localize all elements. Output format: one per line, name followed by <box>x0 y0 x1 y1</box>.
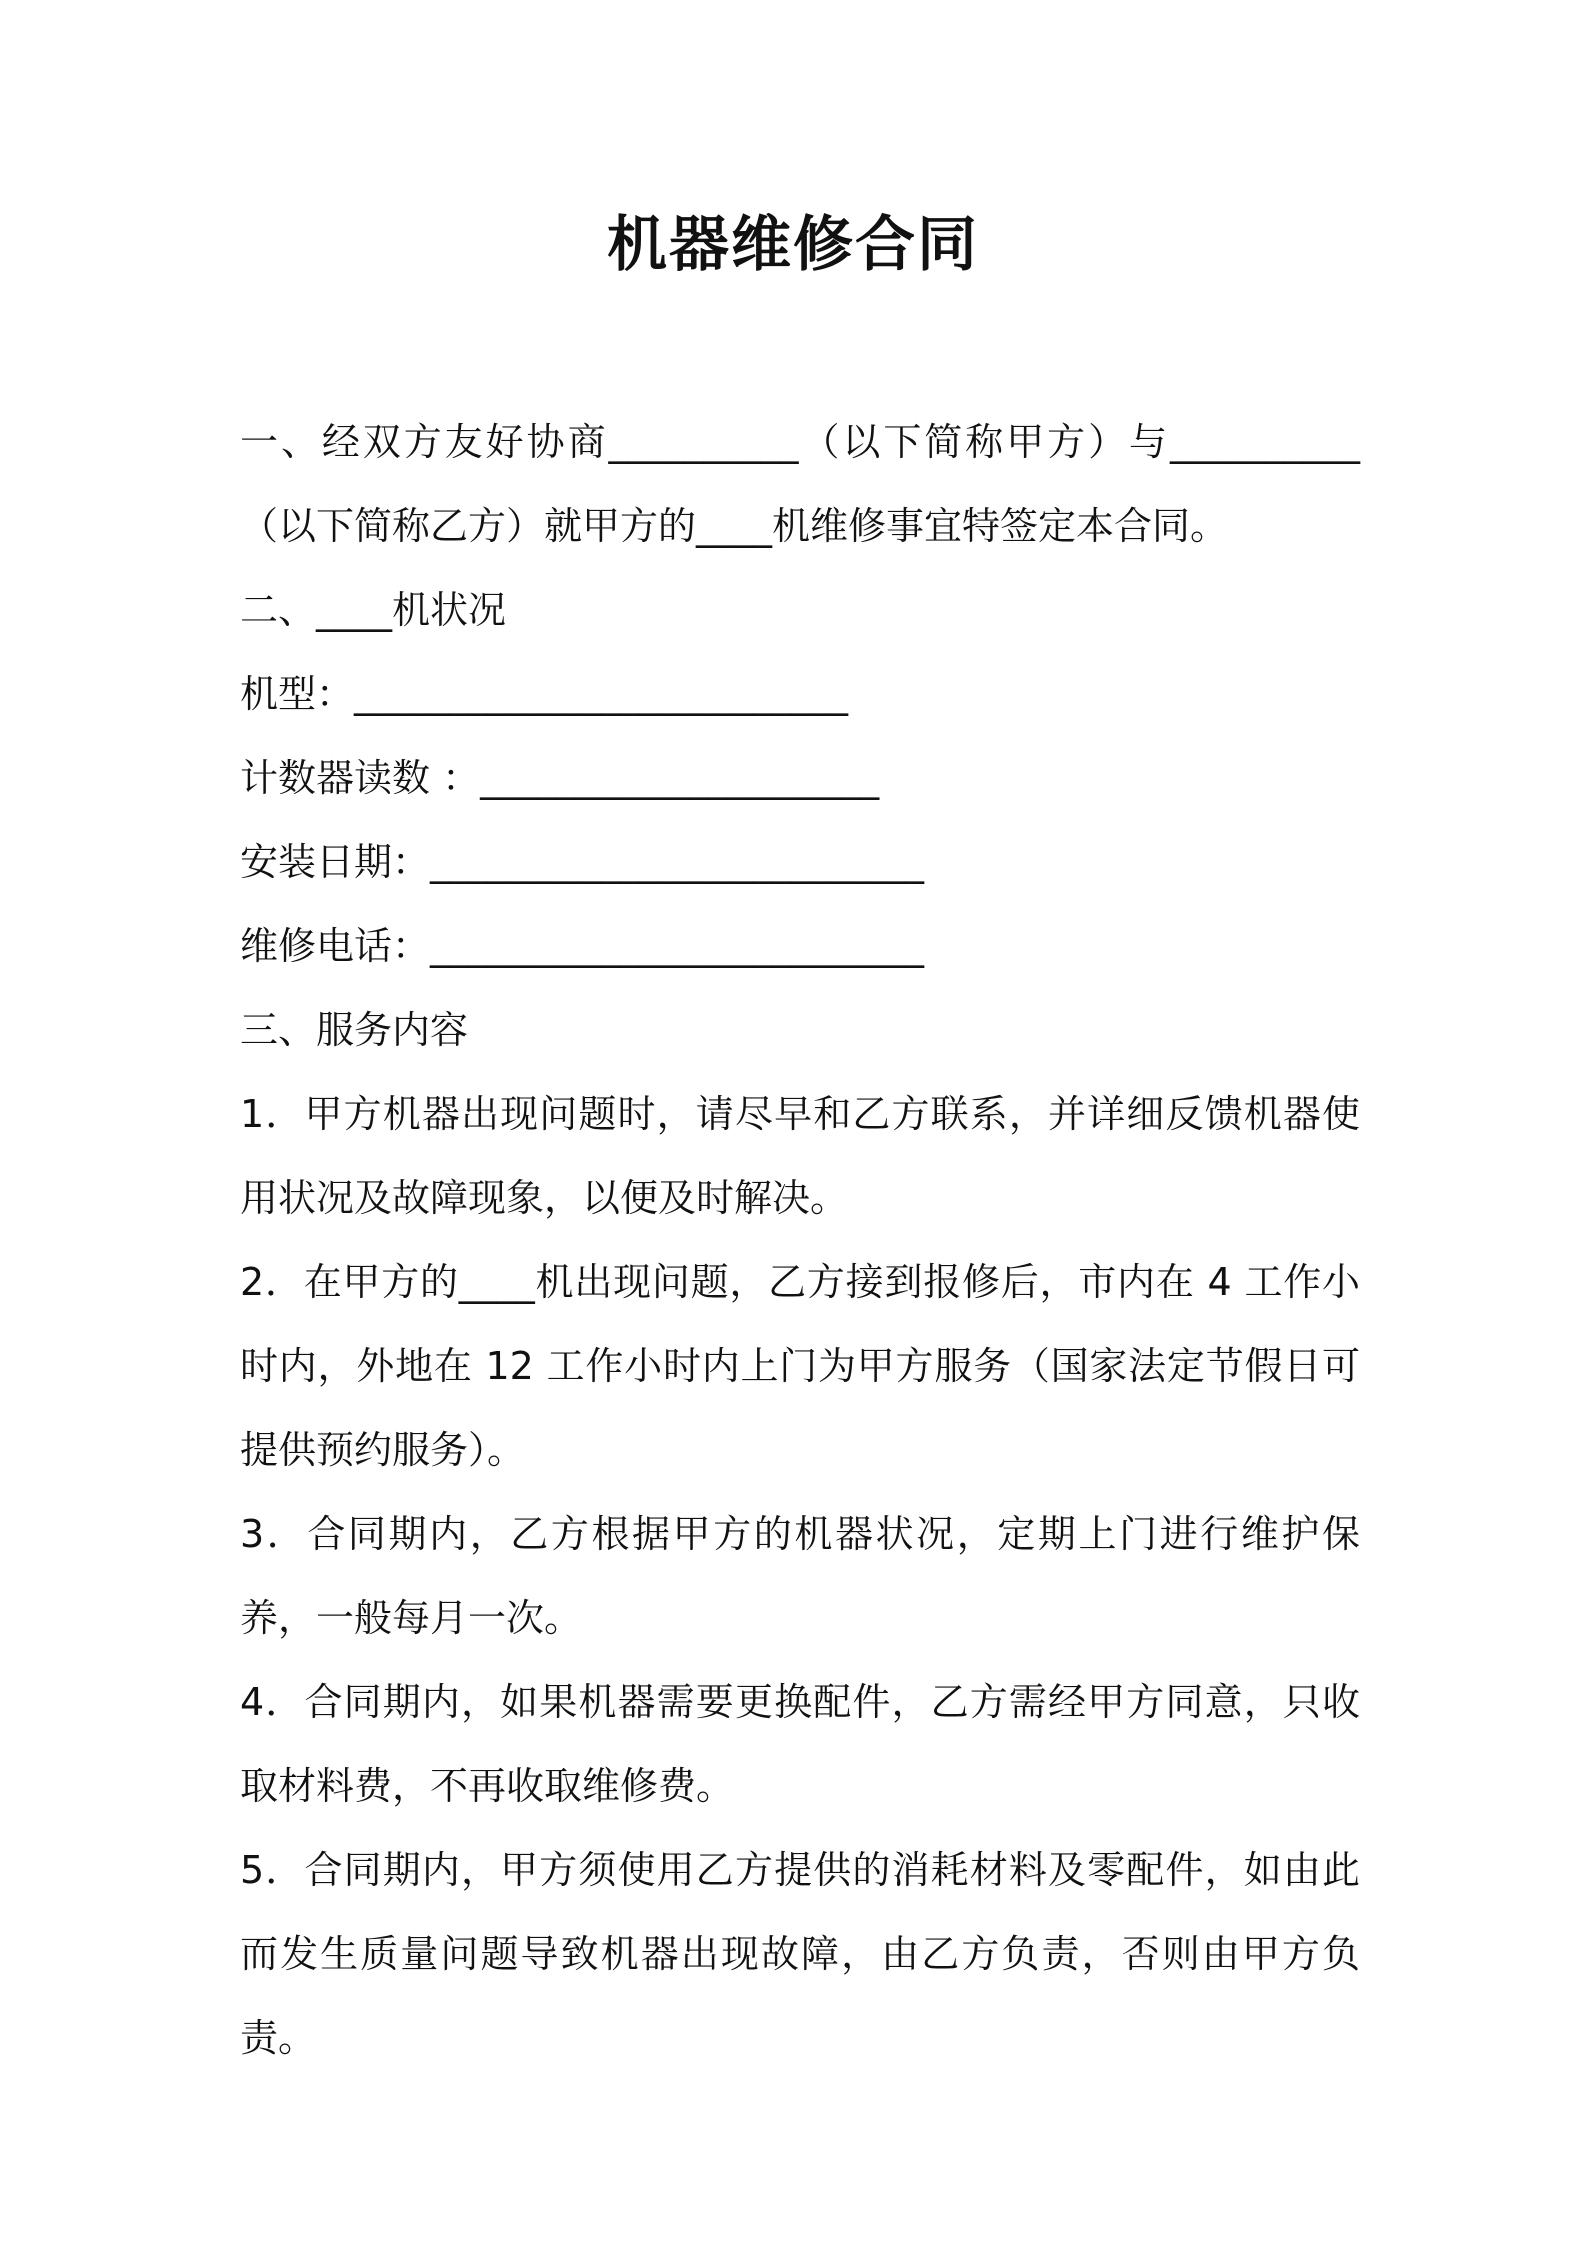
document-body <box>240 400 1360 2080</box>
field-repair-phone: 维修电话：__________________________ <box>240 924 925 968</box>
document-title: 机器维修合同 <box>607 210 979 280</box>
service-item-2: 2．在甲方的____机出现问题，乙方接到报修后，市内在 4 工作小时内，外地在 12 工作小时内上门为甲方服务（国家法定节假日可提供预约服务）。 <box>240 1260 1360 1472</box>
service-item-3: 3．合同期内，乙方根据甲方的机器状况，定期上门进行维护保养，一般每月一次。 <box>240 1512 1360 1640</box>
service-item-1: 1．甲方机器出现问题时，请尽早和乙方联系，并详细反馈机器使用状况及故障现象，以便及时解决。 <box>240 1092 1360 1220</box>
field-model: 机型：__________________________ <box>240 672 849 716</box>
section-1-paragraph: 一、经双方友好协商__________（以下简称甲方）与__________（以下简称乙方）就甲方的____机维修事宜特签定本合同。 <box>240 420 1360 548</box>
section-3-heading: 三、服务内容 <box>240 1008 469 1052</box>
service-item-4: 4．合同期内，如果机器需要更换配件，乙方需经甲方同意，只收取材料费，不再收取维修费。 <box>240 1680 1360 1808</box>
field-counter-reading: 计数器读数 ：_____________________ <box>240 756 880 800</box>
field-install-date: 安装日期：__________________________ <box>240 840 925 884</box>
service-item-5: 5．合同期内，甲方须使用乙方提供的消耗材料及零配件，如由此而发生质量问题导致机器出现故障，由乙方负责，否则由甲方负责。 <box>240 1848 1360 2060</box>
section-2-heading: 二、____机状况 <box>240 588 507 632</box>
